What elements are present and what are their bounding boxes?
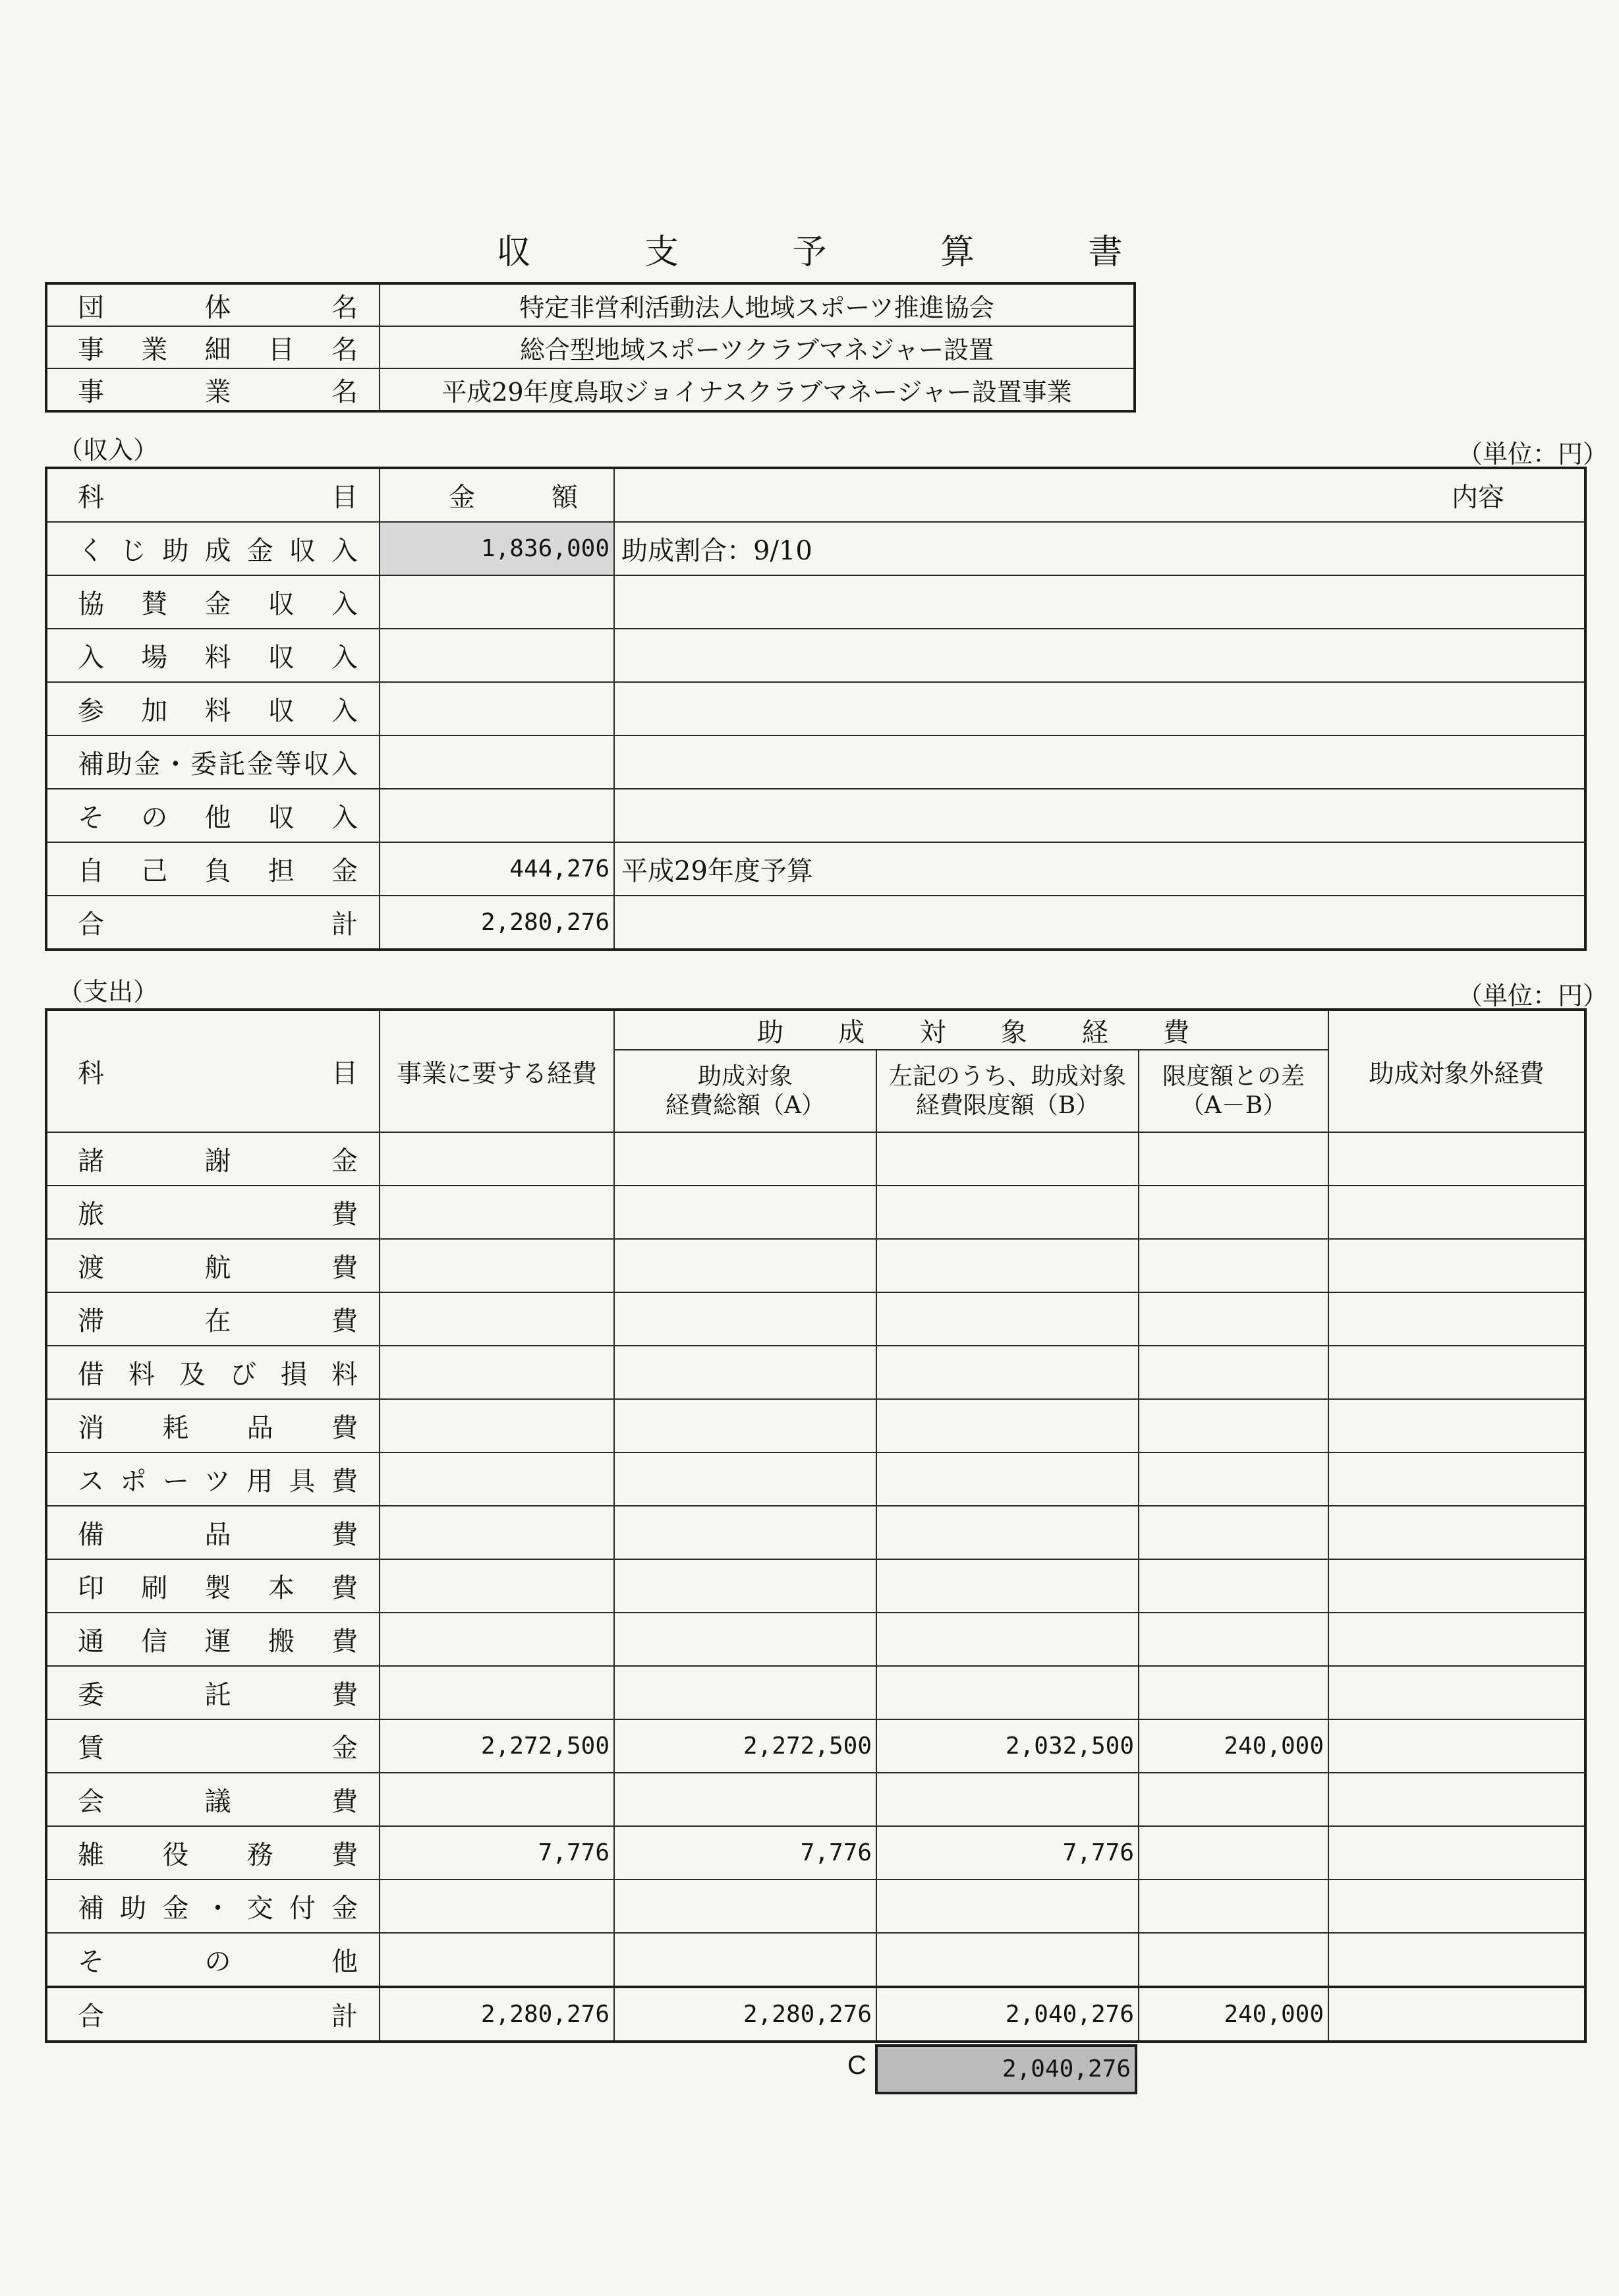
- expense-non: [1328, 1132, 1585, 1186]
- expense-b: [876, 1880, 1139, 1933]
- expense-b: [876, 1933, 1139, 1987]
- expense-header-item: 科目: [46, 1010, 380, 1132]
- expense-row: [46, 1132, 1585, 1186]
- expense-header-non-subsidy: 助成対象外経費: [1328, 1010, 1585, 1132]
- expense-a: [614, 1559, 876, 1613]
- income-item: 参加料収入: [46, 682, 380, 735]
- income-amount: 444,276: [380, 842, 614, 896]
- income-header-detail: 内容: [614, 468, 1585, 522]
- expense-b: 7,776: [876, 1826, 1139, 1880]
- income-row: [46, 682, 1585, 735]
- income-section-label: （収入）: [58, 436, 159, 465]
- expense-non: [1328, 1933, 1585, 1987]
- expense-cost: [380, 1399, 614, 1452]
- info-row: [46, 368, 1135, 411]
- expense-cost: [380, 1346, 614, 1399]
- info-label: 団体名: [46, 283, 380, 326]
- expense-non: [1328, 1346, 1585, 1399]
- expense-header-subsidy-group: 助成対象経費: [614, 1010, 1328, 1050]
- expense-b: [876, 1186, 1139, 1239]
- expense-diff: [1139, 1399, 1328, 1452]
- expense-item: 消耗品費: [46, 1399, 380, 1452]
- income-amount: 1,836,000: [380, 522, 614, 575]
- expense-diff: [1139, 1559, 1328, 1613]
- expense-total-label: 合計: [46, 1987, 380, 2042]
- expense-diff: [1139, 1239, 1328, 1292]
- expense-diff: [1139, 1506, 1328, 1559]
- expense-table: [45, 1008, 1587, 2043]
- expense-diff: [1139, 1346, 1328, 1399]
- expense-a: [614, 1613, 876, 1666]
- income-header-item: 科目: [46, 468, 380, 522]
- income-total-row: [46, 896, 1585, 950]
- expense-a: [614, 1666, 876, 1719]
- expense-row: [46, 1292, 1585, 1346]
- expense-non: [1328, 1559, 1585, 1613]
- income-total-amount: 2,280,276: [380, 896, 614, 950]
- income-total-label: 合計: [46, 896, 380, 950]
- expense-item: 印刷製本費: [46, 1559, 380, 1613]
- info-value: 特定非営利活動法人地域スポーツ推進協会: [380, 283, 1135, 326]
- info-value: 総合型地域スポーツクラブマネジャー設置: [380, 326, 1135, 368]
- expense-cost: 7,776: [380, 1826, 614, 1880]
- income-detail: 平成29年度予算: [614, 842, 1585, 896]
- expense-non: [1328, 1666, 1585, 1719]
- info-row: [46, 283, 1135, 326]
- expense-item: その他: [46, 1933, 380, 1987]
- income-item: 自己負担金: [46, 842, 380, 896]
- expense-cost: [380, 1132, 614, 1186]
- expense-item: 諸謝金: [46, 1132, 380, 1186]
- expense-item: 借料及び損料: [46, 1346, 380, 1399]
- document-title: 収 支 予 算 書: [496, 233, 1174, 272]
- expense-b: [876, 1506, 1139, 1559]
- expense-row: [46, 1399, 1585, 1452]
- expense-non: [1328, 1773, 1585, 1826]
- expense-non: [1328, 1186, 1585, 1239]
- expense-row: [46, 1559, 1585, 1613]
- expense-b: [876, 1346, 1139, 1399]
- expense-diff: [1139, 1933, 1328, 1987]
- income-detail: 助成割合：9/10: [614, 522, 1585, 575]
- expense-cost: [380, 1880, 614, 1933]
- expense-non: [1328, 1506, 1585, 1559]
- expense-diff: [1139, 1292, 1328, 1346]
- income-amount: [380, 735, 614, 789]
- expense-diff: 240,000: [1139, 1719, 1328, 1773]
- info-label: 事業名: [46, 368, 380, 411]
- income-detail: [614, 682, 1585, 735]
- income-row: [46, 842, 1585, 896]
- income-row: [46, 735, 1585, 789]
- income-row: [46, 789, 1585, 842]
- income-item: くじ助成金収入: [46, 522, 380, 575]
- expense-diff: [1139, 1666, 1328, 1719]
- expense-a: [614, 1773, 876, 1826]
- income-item: 補助金・委託金等収入: [46, 735, 380, 789]
- expense-b: [876, 1452, 1139, 1506]
- income-amount: [380, 789, 614, 842]
- expense-non: [1328, 1880, 1585, 1933]
- expense-b: [876, 1132, 1139, 1186]
- expense-item: 会議費: [46, 1773, 380, 1826]
- income-amount: [380, 575, 614, 629]
- expense-non: [1328, 1399, 1585, 1452]
- income-total-detail: [614, 896, 1585, 950]
- income-detail: [614, 629, 1585, 682]
- expense-total-a: 2,280,276: [614, 1987, 876, 2042]
- expense-row: [46, 1346, 1585, 1399]
- expense-item: 補助金・交付金: [46, 1880, 380, 1933]
- expense-cost: [380, 1773, 614, 1826]
- income-detail: [614, 575, 1585, 629]
- expense-row: [46, 1826, 1585, 1880]
- expense-diff: [1139, 1132, 1328, 1186]
- info-label: 事業細目名: [46, 326, 380, 368]
- expense-diff: [1139, 1452, 1328, 1506]
- organization-info-table: [45, 282, 1136, 413]
- expense-a: [614, 1292, 876, 1346]
- expense-row: [46, 1239, 1585, 1292]
- expense-row: [46, 1933, 1585, 1987]
- expense-row: [46, 1880, 1585, 1933]
- expense-item: 旅費: [46, 1186, 380, 1239]
- income-header-amount: 金額: [380, 468, 614, 522]
- expense-b: [876, 1399, 1139, 1452]
- income-table: [45, 467, 1587, 951]
- expense-cost: 2,272,500: [380, 1719, 614, 1773]
- expense-row: [46, 1506, 1585, 1559]
- expense-item: 賃金: [46, 1719, 380, 1773]
- expense-item: 渡航費: [46, 1239, 380, 1292]
- expense-row: [46, 1186, 1585, 1239]
- expense-a: 2,272,500: [614, 1719, 876, 1773]
- expense-non: [1328, 1292, 1585, 1346]
- expense-non: [1328, 1613, 1585, 1666]
- expense-total-row: [46, 1987, 1585, 2042]
- income-unit-label: （単位：円）: [1458, 440, 1608, 469]
- expense-header-diff: 限度額との差 （A－B）: [1139, 1050, 1328, 1132]
- expense-b: [876, 1292, 1139, 1346]
- income-row: [46, 629, 1585, 682]
- expense-row: [46, 1613, 1585, 1666]
- expense-cost: [380, 1186, 614, 1239]
- income-item: 協賛金収入: [46, 575, 380, 629]
- expense-b: [876, 1666, 1139, 1719]
- expense-total-non: [1328, 1987, 1585, 2042]
- expense-item: 滞在費: [46, 1292, 380, 1346]
- expense-cost: [380, 1239, 614, 1292]
- expense-cost: [380, 1666, 614, 1719]
- c-label: C: [847, 2051, 866, 2080]
- expense-a: [614, 1132, 876, 1186]
- expense-b: [876, 1613, 1139, 1666]
- expense-diff: [1139, 1773, 1328, 1826]
- income-amount: [380, 629, 614, 682]
- expense-cost: [380, 1933, 614, 1987]
- expense-cost: [380, 1292, 614, 1346]
- expense-b: 2,032,500: [876, 1719, 1139, 1773]
- expense-header-row-1: [46, 1010, 1585, 1050]
- income-row: [46, 522, 1585, 575]
- expense-non: [1328, 1239, 1585, 1292]
- expense-section-label: （支出）: [58, 977, 159, 1006]
- expense-item: 通信運搬費: [46, 1613, 380, 1666]
- info-row: [46, 326, 1135, 368]
- expense-total-diff: 240,000: [1139, 1987, 1328, 2042]
- expense-header-cost: 事業に要する経費: [380, 1010, 614, 1132]
- expense-non: [1328, 1452, 1585, 1506]
- expense-row: [46, 1719, 1585, 1773]
- expense-cost: [380, 1559, 614, 1613]
- expense-non: [1328, 1719, 1585, 1773]
- expense-cost: [380, 1506, 614, 1559]
- expense-a: [614, 1933, 876, 1987]
- expense-a: 7,776: [614, 1826, 876, 1880]
- expense-b: [876, 1559, 1139, 1613]
- expense-a: [614, 1452, 876, 1506]
- expense-a: [614, 1880, 876, 1933]
- income-detail: [614, 789, 1585, 842]
- expense-diff: [1139, 1186, 1328, 1239]
- expense-item: スポーツ用具費: [46, 1452, 380, 1506]
- expense-a: [614, 1506, 876, 1559]
- expense-header-b: 左記のうち、助成対象 経費限度額（B）: [876, 1050, 1139, 1132]
- income-detail: [614, 735, 1585, 789]
- expense-diff: [1139, 1826, 1328, 1880]
- income-amount: [380, 682, 614, 735]
- income-row: [46, 575, 1585, 629]
- expense-item: 備品費: [46, 1506, 380, 1559]
- expense-a: [614, 1346, 876, 1399]
- expense-a: [614, 1399, 876, 1452]
- expense-unit-label: （単位：円）: [1458, 981, 1608, 1010]
- expense-b: [876, 1239, 1139, 1292]
- info-value: 平成29年度鳥取ジョイナスクラブマネージャー設置事業: [380, 368, 1135, 411]
- expense-diff: [1139, 1880, 1328, 1933]
- expense-b: [876, 1773, 1139, 1826]
- income-header-row: [46, 468, 1585, 522]
- expense-cost: [380, 1452, 614, 1506]
- expense-item: 雑役務費: [46, 1826, 380, 1880]
- c-value-box: 2,040,276: [875, 2044, 1137, 2094]
- income-item: その他収入: [46, 789, 380, 842]
- expense-diff: [1139, 1613, 1328, 1666]
- expense-total-cost: 2,280,276: [380, 1987, 614, 2042]
- expense-a: [614, 1239, 876, 1292]
- expense-cost: [380, 1613, 614, 1666]
- expense-total-b: 2,040,276: [876, 1987, 1139, 2042]
- expense-row: [46, 1666, 1585, 1719]
- expense-row: [46, 1773, 1585, 1826]
- income-item: 入場料収入: [46, 629, 380, 682]
- expense-item: 委託費: [46, 1666, 380, 1719]
- expense-header-a: 助成対象 経費総額（A）: [614, 1050, 876, 1132]
- expense-non: [1328, 1826, 1585, 1880]
- expense-a: [614, 1186, 876, 1239]
- expense-row: [46, 1452, 1585, 1506]
